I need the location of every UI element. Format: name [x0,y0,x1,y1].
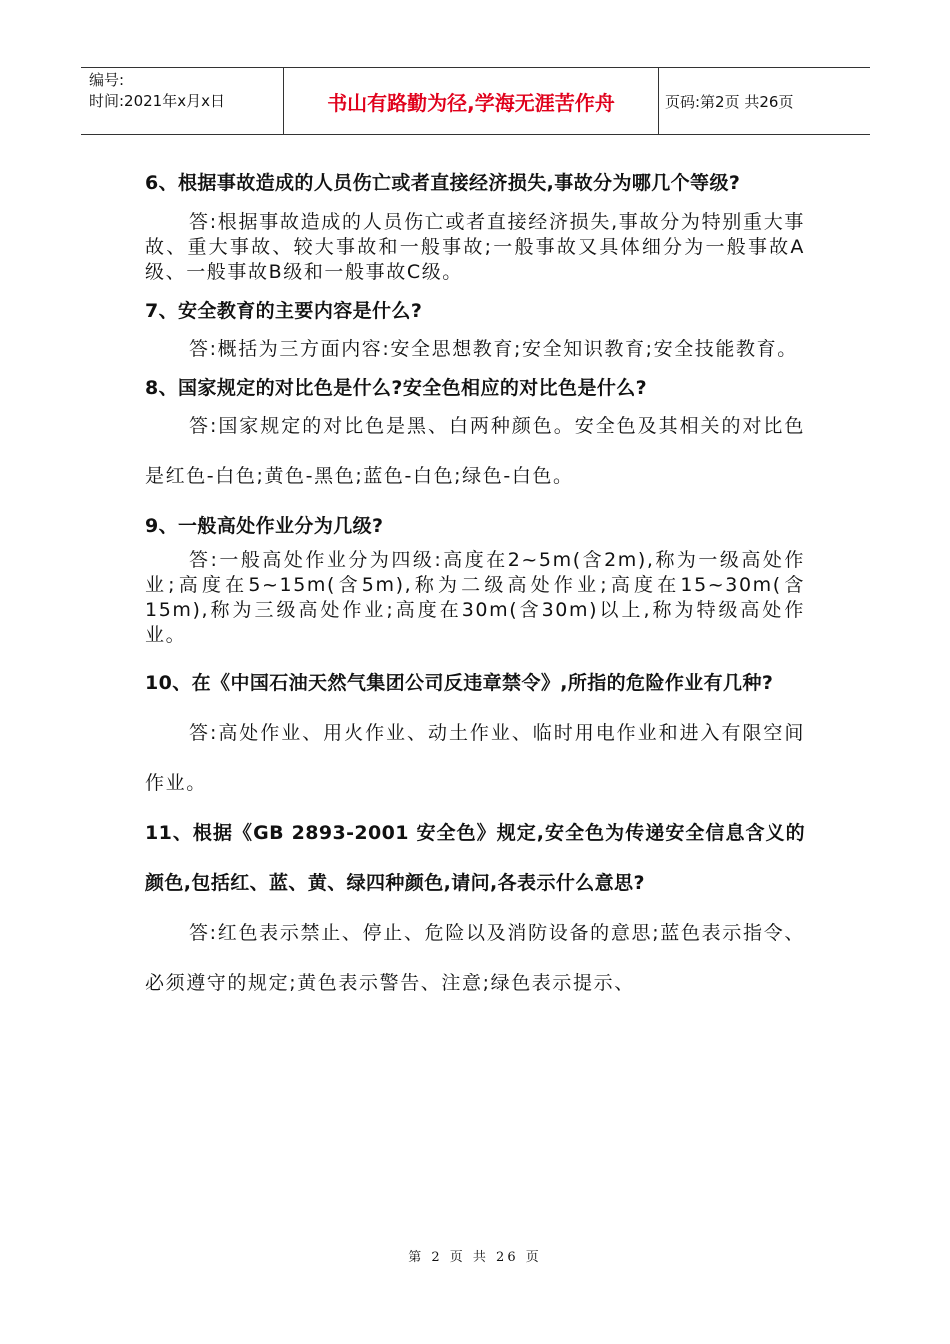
answer-7: 答:概括为三方面内容:安全思想教育;安全知识教育;安全技能教育。 [189,338,798,360]
question-10: 10、在《中国石油天然气集团公司反违章禁令》,所指的危险作业有几种? [145,672,774,694]
time-label: 时间:2021年x月x日 [89,92,225,110]
answer-10: 答:高处作业、用火作业、动土作业、临时用电作业和进入有限空间作业。 [145,722,805,794]
answer-6: 答:根据事故造成的人员伤亡或者直接经济损失,事故分为特别重大事故、重大事故、较大事故和一般事故;一般事故又具体细分为一般事故A级、一般事故B级和一般事故C级。 [145,211,805,283]
question-11: 11、根据《GB 2893-2001 安全色》规定,安全色为传递安全信息含义的颜色,包括红、蓝、黄、绿四种颜色,请问,各表示什么意思? [145,822,805,894]
number-label: 编号: [89,71,125,89]
answer-11: 答:红色表示禁止、停止、危险以及消防设备的意思;蓝色表示指令、必须遵守的规定;黄色表示警告、注意;绿色表示提示、 [145,922,805,994]
header-meta [81,68,283,134]
answer-8: 答:国家规定的对比色是黑、白两种颜色。安全色及其相关的对比色是红色-白色;黄色-黑色;蓝色-白色;绿色-白色。 [145,415,805,487]
question-8: 8、国家规定的对比色是什么?安全色相应的对比色是什么? [145,377,648,399]
document-body [145,158,805,1008]
question-9: 9、一般高处作业分为几级? [145,515,384,537]
page-footer: 第 2 页 共 26 页 [408,1250,542,1265]
answer-9: 答:一般高处作业分为四级:高度在2~5m(含2m),称为一级高处作业;高度在5~15m(含5m),称为二级高处作业;高度在15~30m(含15m),称为三级高处作业;高度在30m(含30m)以上,称为特级高处作业。 [145,549,805,646]
question-7: 7、安全教育的主要内容是什么? [145,300,423,322]
document-header [81,67,870,135]
question-6: 6、根据事故造成的人员伤亡或者直接经济损失,事故分为哪几个等级? [145,172,741,194]
header-motto: 书山有路勤为径,学海无涯苦作舟 [283,68,659,134]
header-page-info: 页码:第2页 共26页 [665,92,794,111]
